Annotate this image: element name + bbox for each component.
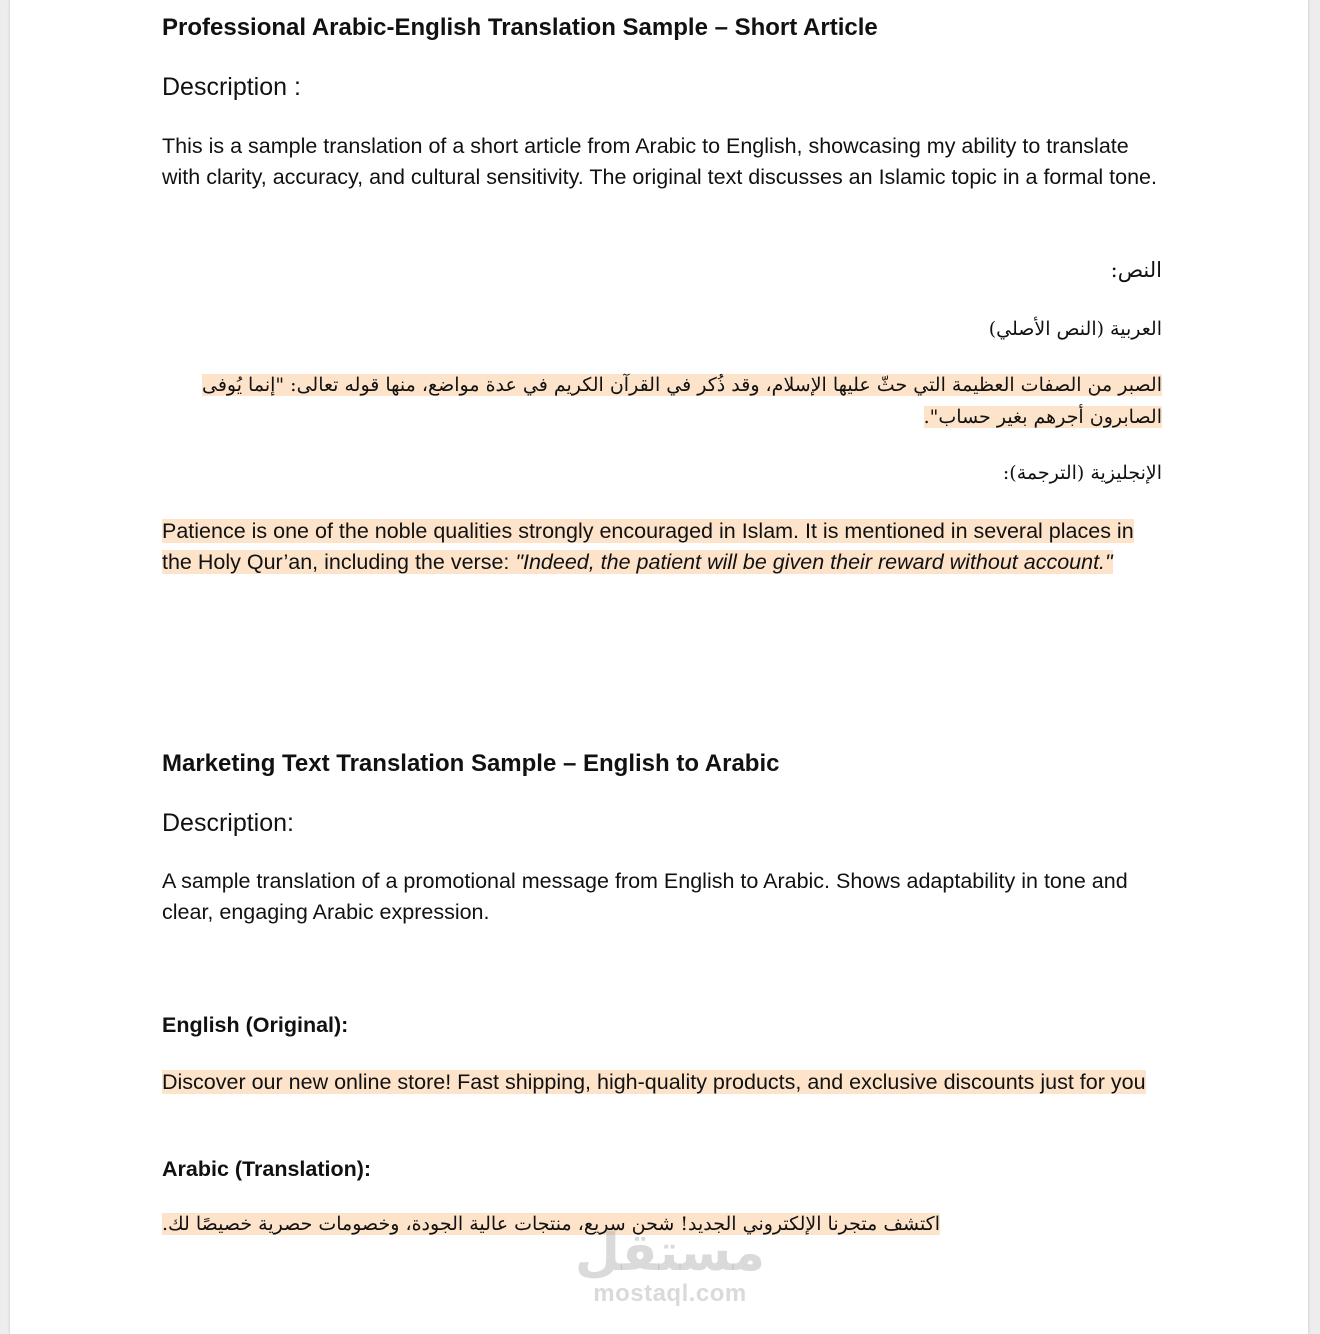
arabic-original-text xyxy=(162,369,1162,433)
text-label-arabic: النص: xyxy=(1110,258,1162,282)
section1-title: Professional Arabic-English Translation Sample – Short Article xyxy=(162,14,878,41)
arabic-translation-highlight: اكتشف متجرنا الإلكتروني الجديد! شحن سريع، منتجات عالية الجودة، وخصومات حصرية خصيصًا لك. xyxy=(162,1213,941,1235)
english-original-highlight: Discover our new online store! Fast shipping, high-quality products, and exclusive discounts just for you xyxy=(162,1070,1146,1094)
section1-description-label: Description : xyxy=(162,73,301,101)
section2-description-label: Description: xyxy=(162,809,294,837)
english-translation-plain: Patience is one of the noble qualities strongly encouraged in Islam. It is mentioned in several places in the Holy Qur’an, including the verse: xyxy=(162,519,1134,574)
document-page xyxy=(10,0,1308,1334)
watermark-logo: مستقل xyxy=(574,1223,766,1283)
english-translation-quote: "Indeed, the patient will be given their reward without account." xyxy=(515,549,1113,574)
arabic-original-label: العربية (النص الأصلي) xyxy=(988,318,1162,340)
section2-title: Marketing Text Translation Sample – English to Arabic xyxy=(162,750,780,777)
arabic-original-highlight: الصبر من الصفات العظيمة التي حثّ عليها الإسلام، وقد ذُكر في القرآن الكريم في عدة مواضع، منها قوله تعالى: "إنما يُوفى الصابرون أجرهم بغير حساب". xyxy=(201,374,1162,428)
section1-description: This is a sample translation of a short article from Arabic to English, showcasing my ability to translate with clarity, accuracy, and cultural sensitivity. The original text discusses an Islamic topic in a formal tone. xyxy=(162,134,1157,189)
arabic-translation-label: Arabic (Translation): xyxy=(162,1157,372,1181)
english-translation-highlight xyxy=(162,519,1134,574)
english-original-label: English (Original): xyxy=(162,1013,349,1037)
arabic-translation-text xyxy=(162,1208,1162,1240)
english-translation-text xyxy=(162,516,1162,577)
watermark-url: mostaql.com xyxy=(593,1280,747,1307)
english-translation-label-arabic: الإنجليزية (الترجمة): xyxy=(1002,462,1162,484)
section2-description: A sample translation of a promotional message from English to Arabic. Shows adaptability in tone and clear, engaging Arabic expression. xyxy=(162,869,1128,924)
english-original-text xyxy=(162,1067,1162,1098)
